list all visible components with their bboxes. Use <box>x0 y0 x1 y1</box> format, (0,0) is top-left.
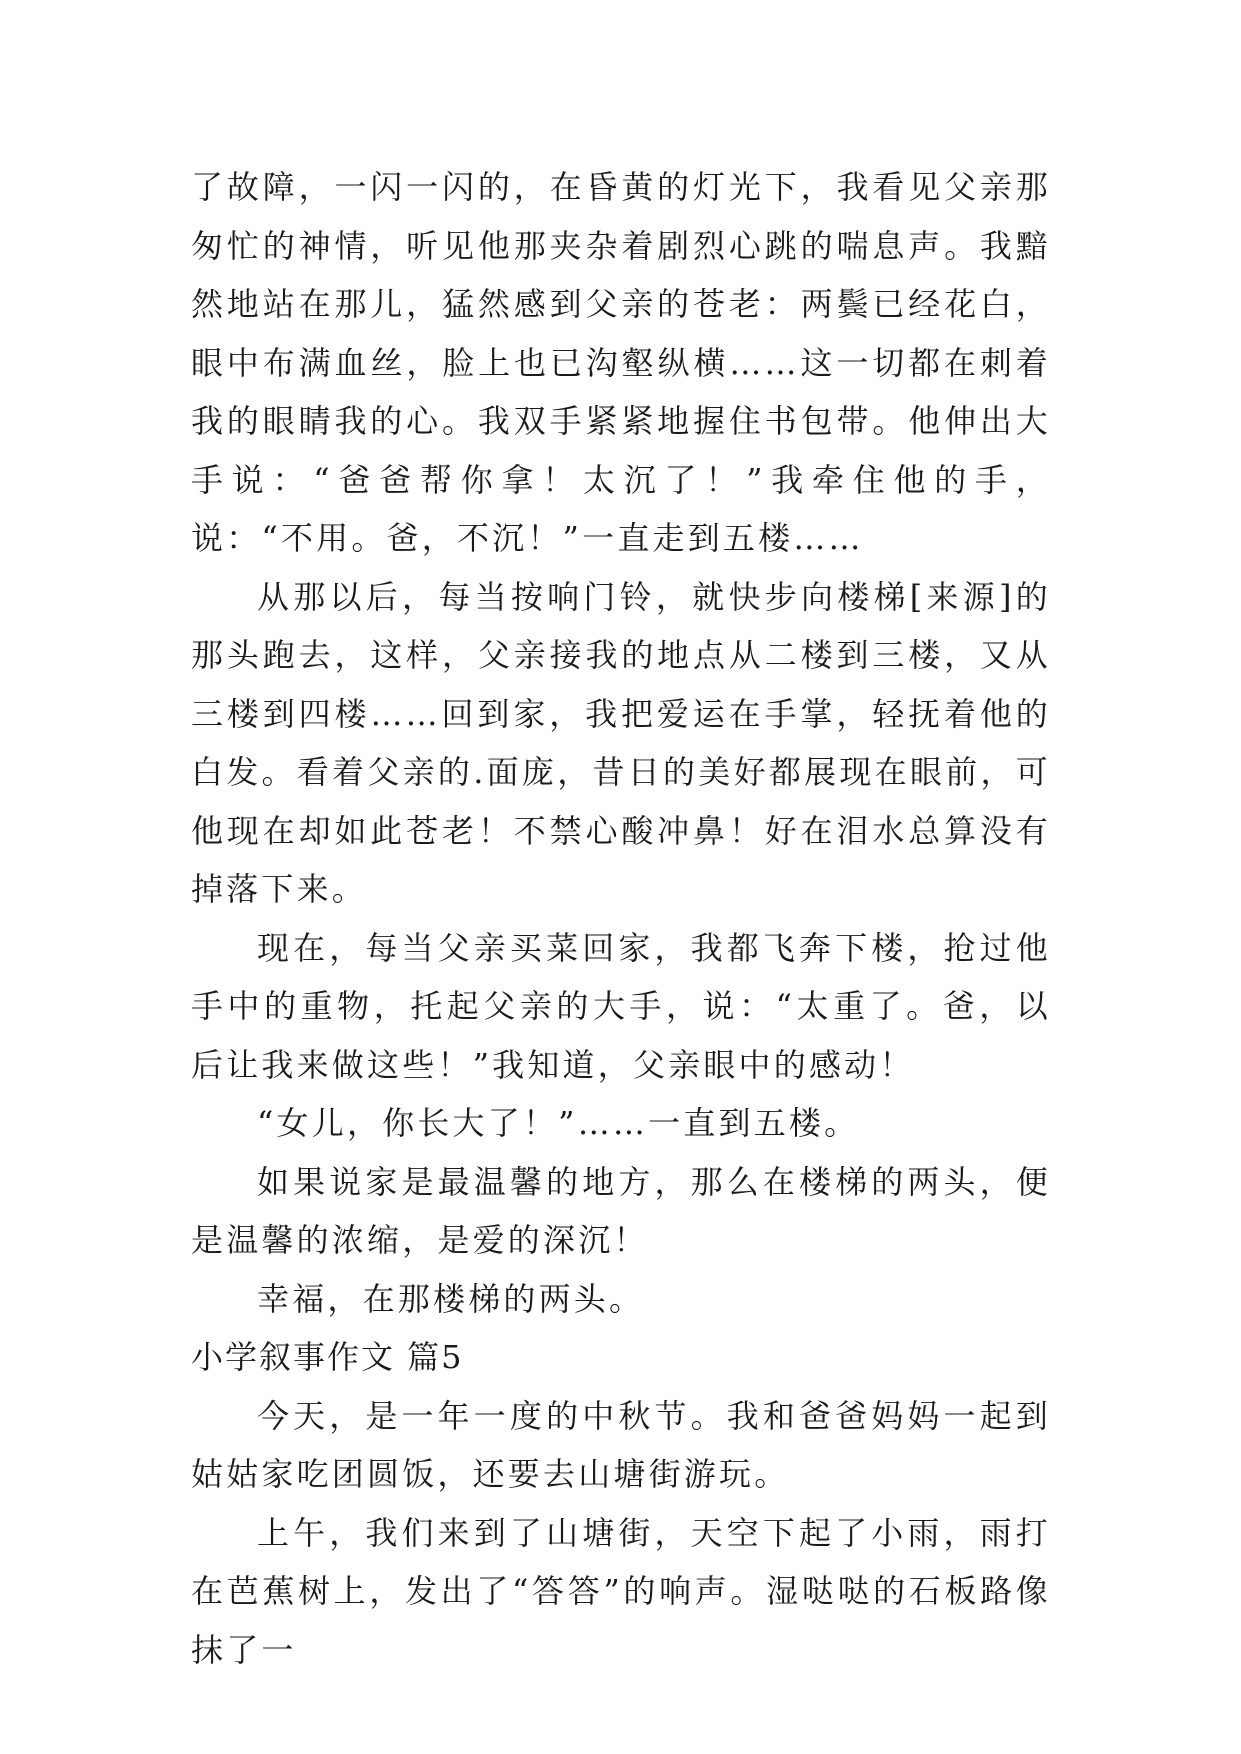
paragraph: 上午，我们来到了山塘街，天空下起了小雨，雨打在芭蕉树上，发出了“答答”的响声。湿哒哒的石板路像抹了一 <box>191 1513 1051 1669</box>
document-body <box>191 158 1051 1679</box>
paragraph: 现在，每当父亲买菜回家，我都飞奔下楼，抢过他手中的重物，托起父亲的大手，说：“太重了。爸，以后让我来做这些！”我知道，父亲眼中的感动！ <box>191 928 1051 1084</box>
paragraph: 今天，是一年一度的中秋节。我和爸爸妈妈一起到姑姑家吃团圆饭，还要去山塘街游玩。 <box>191 1396 1051 1493</box>
paragraph: 幸福，在那楼梯的两头。 <box>257 1279 645 1318</box>
paragraph: 从那以后，每当按响门铃，就快步向楼梯[来源]的那头跑去，这样，父亲接我的地点从二楼到三楼，又从三楼到四楼……回到家，我把爱运在手掌，轻抚着他的白发。看着父亲的.面庞，昔日的美好都展现在眼前，可他现在却如此苍老！不禁心酸冲鼻！好在泪水总算没有掉落下来。 <box>191 577 1051 908</box>
paragraph-dialogue: “女儿，你长大了！”……一直到五楼。 <box>257 1104 860 1142</box>
paragraph-continued: 了故障，一闪一闪的，在昏黄的灯光下，我看见父亲那匆忙的神情，听见他那夹杂着剧烈心跳的喘息声。我黯然地站在那儿，猛然感到父亲的苍老：两鬓已经花白，眼中布满血丝，脸上也已沟壑纵横……这一切都在刺着我的眼睛我的心。我双手紧紧地握住书包带。他伸出大手说：“爸爸帮你拿！太沉了！”我牵住他的手，说：“不用。爸，不沉！”一直走到五楼…… <box>191 168 1051 557</box>
paragraph: 如果说家是最温馨的地方，那么在楼梯的两头，便是温馨的浓缩，是爱的深沉！ <box>191 1162 1051 1259</box>
section-heading: 小学叙事作文 篇5 <box>191 1338 464 1376</box>
